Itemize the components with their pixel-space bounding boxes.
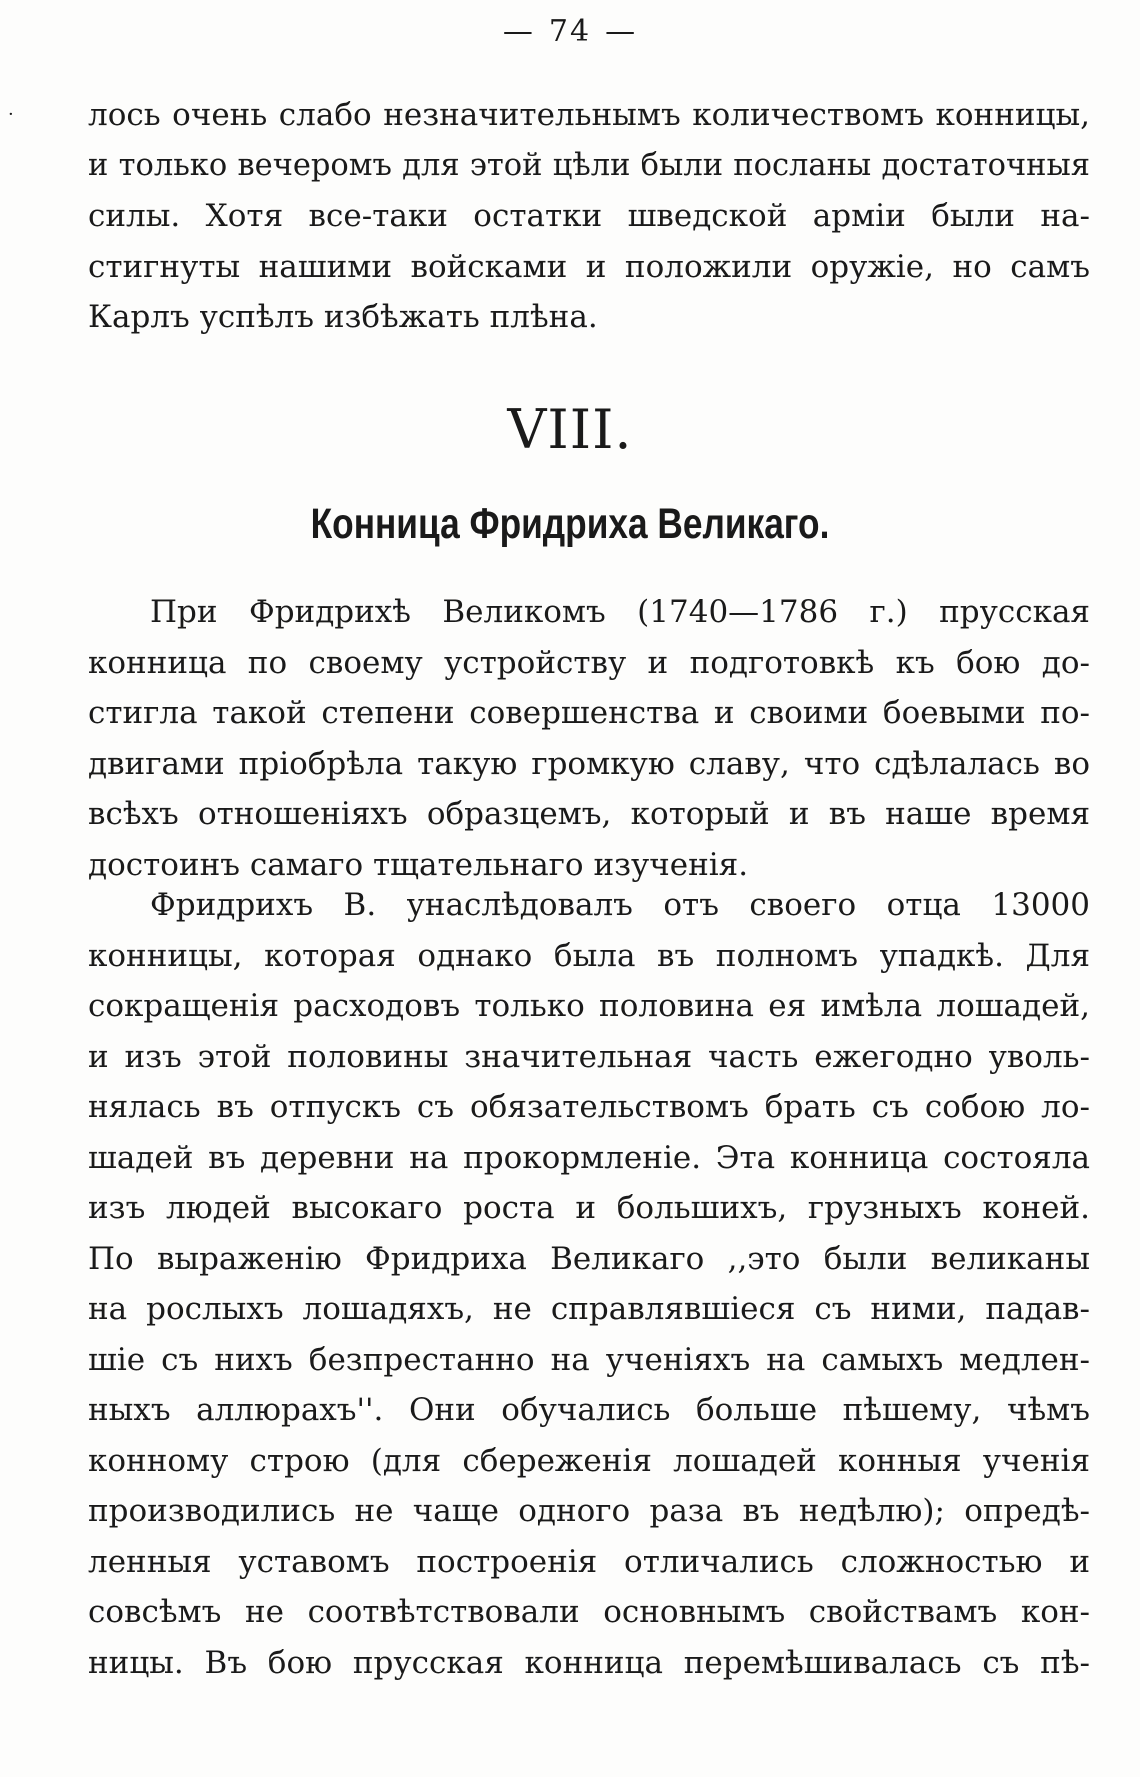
text-line: двигами пріобрѣла такую громкую славу, что сдѣлалась во bbox=[88, 745, 1090, 782]
text-line: ленныя уставомъ построенія отличались сложностью и bbox=[88, 1543, 1090, 1580]
text-line: ныхъ аллюрахъ''. Они обучались больше пѣшему, чѣмъ bbox=[88, 1392, 1090, 1428]
text-line: силы. Хотя все-таки остатки шведской арміи были на- bbox=[88, 198, 1090, 234]
text-line: достоинъ самаго тщательнаго изученія. bbox=[88, 846, 749, 883]
text-line: конницы, которая однако была въ полномъ упадкѣ. Для bbox=[88, 937, 1090, 974]
text-line: производились не чаще одного раза въ недѣлю); опредѣ- bbox=[88, 1493, 1090, 1529]
paragraph-2 bbox=[88, 880, 1090, 1688]
text-line: на рослыхъ лошадяхъ, не справлявшіеся съ ними, падав- bbox=[88, 1291, 1090, 1327]
text-line: При Фридрихѣ Великомъ (1740—1786 г.) прусская bbox=[150, 594, 1090, 630]
text-line: нялась въ отпускъ съ обязательствомъ брать съ собою ло- bbox=[88, 1089, 1090, 1125]
text-line: По выраженію Фридриха Великаго ,,это были великаны bbox=[88, 1240, 1090, 1277]
intro-paragraph bbox=[88, 90, 1090, 343]
text-line: стигла такой степени совершенства и своими боевыми по- bbox=[88, 695, 1090, 731]
text-line: и изъ этой половины значительная часть ежегодно уволь- bbox=[88, 1038, 1090, 1075]
stray-print-mark: · bbox=[8, 104, 14, 125]
page-number bbox=[0, 14, 1140, 49]
text-line: стигнуты нашими войсками и положили оружіе, но самъ bbox=[88, 248, 1090, 285]
page-number-dash-right: — bbox=[605, 14, 638, 49]
text-line: изъ людей высокаго роста и большихъ, грузныхъ коней. bbox=[88, 1190, 1090, 1226]
text-line: конница по своему устройству и подготовкѣ къ бою до- bbox=[88, 644, 1090, 681]
text-line: и только вечеромъ для этой цѣли были посланы достаточныя bbox=[88, 147, 1090, 183]
text-line: совсѣмъ не соотвѣтствовали основнымъ свойствамъ кон- bbox=[88, 1594, 1090, 1630]
text-line: сокращенія расходовъ только половина ея имѣла лошадей, bbox=[88, 988, 1090, 1024]
text-line: шіе съ нихъ безпрестанно на ученіяхъ на самыхъ медлен- bbox=[88, 1341, 1090, 1378]
text-line: Фридрихъ В. унаслѣдовалъ отъ своего отца 13000 bbox=[150, 887, 1090, 923]
chapter-numeral: VIII. bbox=[507, 398, 633, 461]
text-line: ницы. Въ бою прусская конница перемѣшивалась съ пѣ- bbox=[88, 1644, 1090, 1681]
chapter-title: Конница Фридриха Великаго. bbox=[310, 500, 830, 548]
text-line: лось очень слабо незначительнымъ количествомъ конницы, bbox=[88, 97, 1090, 133]
page-number-dash-left: — bbox=[502, 14, 535, 49]
text-line: шадей въ деревни на прокормленіе. Эта конница состояла bbox=[88, 1139, 1090, 1176]
paragraph-1 bbox=[88, 587, 1090, 890]
text-line: всѣхъ отношеніяхъ образцемъ, который и въ наше время bbox=[88, 796, 1090, 832]
text-line: конному строю (для сбереженія лошадей конныя ученія bbox=[88, 1442, 1090, 1479]
text-line: Карлъ успѣлъ избѣжать плѣна. bbox=[88, 299, 598, 335]
page-number-value: 74 bbox=[548, 14, 592, 49]
